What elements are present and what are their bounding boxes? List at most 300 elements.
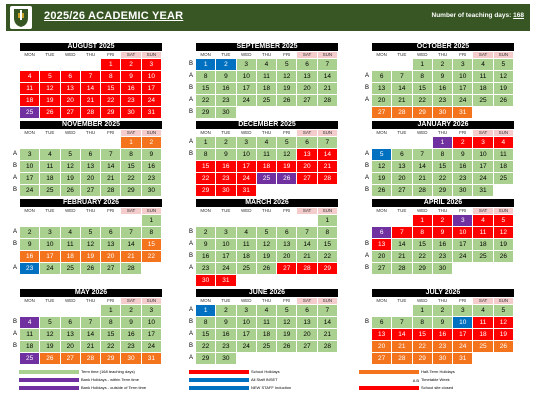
weekday-header: FRI — [277, 298, 297, 304]
legend-swatch — [359, 370, 419, 374]
day-cell: 25 — [494, 173, 513, 184]
legend-label: Bank Holidays - within Term time — [81, 377, 139, 382]
day-cell — [413, 137, 432, 148]
weekday-header: FRI — [101, 208, 121, 214]
weekday-header: SUN — [318, 208, 338, 214]
day-cell: 13 — [297, 149, 316, 160]
day-cell: 20 — [277, 251, 296, 262]
weekday-header: MON — [20, 130, 40, 136]
day-cell: 27 — [392, 185, 411, 196]
week-row — [12, 341, 162, 352]
weekday-header-row — [372, 52, 514, 58]
timetable-week-label: B — [12, 343, 17, 349]
day-cell: 3 — [453, 59, 472, 70]
day-cell: 25 — [257, 173, 276, 184]
week-row — [364, 149, 514, 160]
timetable-week-label: A — [364, 151, 369, 157]
day-cell: 23 — [216, 95, 235, 106]
day-cell: 15 — [101, 329, 120, 340]
day-cell: 17 — [237, 83, 256, 94]
weekday-header: FRI — [277, 130, 297, 136]
week-row — [372, 329, 514, 340]
day-cell: 13 — [61, 83, 80, 94]
day-cell: 2 — [216, 137, 235, 148]
day-cell: 15 — [196, 83, 215, 94]
legend-swatch — [189, 386, 249, 390]
weekday-header: SUN — [142, 208, 162, 214]
day-cell: 20 — [61, 95, 80, 106]
week-row — [20, 215, 162, 226]
day-cell: 23 — [121, 341, 140, 352]
day-cell: 7 — [318, 137, 337, 148]
day-cell: 14 — [318, 149, 337, 160]
legend-item — [19, 369, 135, 374]
day-cell — [372, 59, 391, 70]
day-cell: 12 — [257, 239, 276, 250]
day-cell — [237, 215, 256, 226]
day-cell: 26 — [61, 185, 80, 196]
month-december-2025 — [188, 121, 338, 196]
week-row — [372, 341, 514, 352]
day-cell: 27 — [101, 263, 120, 274]
weekday-header-row — [20, 130, 162, 136]
day-cell: 27 — [277, 263, 296, 274]
day-cell: 23 — [433, 251, 452, 262]
day-cell: 29 — [318, 263, 337, 274]
week-row — [372, 227, 514, 238]
weekday-header: FRI — [453, 208, 473, 214]
day-cell: 12 — [81, 239, 100, 250]
day-cell: 27 — [61, 353, 80, 364]
day-cell: 29 — [413, 263, 432, 274]
day-cell — [61, 137, 80, 148]
day-cell: 28 — [413, 185, 432, 196]
timetable-week-label: A — [188, 139, 193, 145]
day-cell: 26 — [494, 251, 513, 262]
day-cell: 11 — [237, 239, 256, 250]
day-cell: 25 — [473, 95, 492, 106]
day-cell: 18 — [494, 161, 513, 172]
week-row — [20, 95, 162, 106]
day-cell: 11 — [473, 317, 492, 328]
legend-item — [359, 377, 450, 382]
day-cell: 26 — [277, 341, 296, 352]
day-cell: 5 — [494, 215, 513, 226]
day-cell: 19 — [494, 83, 513, 94]
day-cell — [318, 107, 337, 118]
day-cell: 25 — [40, 185, 59, 196]
day-cell: 4 — [237, 227, 256, 238]
month-title: JULY 2026 — [372, 289, 514, 297]
day-cell: 4 — [20, 317, 39, 328]
weekday-header: SUN — [318, 298, 338, 304]
day-cell: 31 — [216, 275, 235, 286]
teaching-days-label: Number of teaching days: — [431, 12, 512, 19]
header-bar — [6, 4, 530, 31]
day-cell: 30 — [121, 107, 140, 118]
day-cell: 17 — [20, 173, 39, 184]
day-cell: 30 — [142, 185, 161, 196]
day-cell: 26 — [494, 95, 513, 106]
week-row — [372, 137, 514, 148]
day-cell: 23 — [196, 263, 215, 274]
day-cell — [372, 215, 391, 226]
day-cell: 2 — [216, 59, 235, 70]
day-cell: 1 — [142, 215, 161, 226]
day-cell: 17 — [237, 161, 256, 172]
day-cell: 3 — [142, 59, 161, 70]
day-cell: 10 — [453, 227, 472, 238]
day-cell: 22 — [413, 341, 432, 352]
day-cell: 15 — [196, 329, 215, 340]
week-row — [196, 173, 338, 184]
legend-swatch — [189, 378, 249, 382]
weekday-header: WED — [61, 130, 81, 136]
week-row — [12, 161, 162, 172]
day-cell — [473, 353, 492, 364]
day-cell — [297, 107, 316, 118]
day-cell: 29 — [196, 185, 215, 196]
weekday-header-row — [196, 208, 338, 214]
timetable-week-label: A — [12, 331, 17, 337]
day-cell: 17 — [453, 329, 472, 340]
month-may-2026 — [12, 289, 162, 364]
day-cell: 10 — [473, 149, 492, 160]
weekday-header: THU — [81, 130, 101, 136]
day-cell: 19 — [372, 173, 391, 184]
day-cell: 7 — [392, 227, 411, 238]
day-cell: 3 — [20, 149, 39, 160]
day-cell: 24 — [20, 185, 39, 196]
day-cell: 3 — [453, 305, 472, 316]
day-cell: 5 — [40, 317, 59, 328]
week-row — [372, 353, 514, 364]
day-cell: 8 — [196, 71, 215, 82]
week-row — [188, 149, 338, 160]
day-cell: 17 — [237, 329, 256, 340]
legend-item — [189, 369, 280, 374]
week-row — [20, 251, 162, 262]
day-cell: 1 — [413, 305, 432, 316]
day-cell: 27 — [372, 263, 391, 274]
teaching-days-count — [432, 12, 525, 19]
day-cell — [277, 353, 296, 364]
day-cell: 10 — [453, 317, 472, 328]
day-cell: 20 — [297, 329, 316, 340]
day-cell: 29 — [413, 107, 432, 118]
day-cell: 12 — [494, 227, 513, 238]
weekday-header: SAT — [297, 52, 317, 58]
day-cell — [318, 275, 337, 286]
week-row — [188, 251, 338, 262]
day-cell: 7 — [121, 227, 140, 238]
day-cell: 23 — [142, 173, 161, 184]
month-title: AUGUST 2025 — [20, 43, 162, 51]
weekday-header: MON — [20, 208, 40, 214]
week-row — [364, 251, 514, 262]
legend-swatch — [359, 386, 419, 390]
day-cell: 10 — [20, 161, 39, 172]
day-cell: 24 — [142, 95, 161, 106]
weekday-header: FRI — [277, 52, 297, 58]
weekday-header-row — [20, 52, 162, 58]
day-cell: 20 — [297, 161, 316, 172]
day-cell: 14 — [392, 239, 411, 250]
day-cell: 28 — [392, 263, 411, 274]
day-cell: 26 — [372, 185, 391, 196]
day-cell: 8 — [101, 71, 120, 82]
day-cell: 16 — [121, 83, 140, 94]
day-cell — [196, 215, 215, 226]
month-title: DECEMBER 2025 — [196, 121, 338, 129]
day-cell: 21 — [81, 341, 100, 352]
day-cell: 27 — [61, 107, 80, 118]
week-row — [364, 263, 514, 274]
day-cell: 16 — [433, 329, 452, 340]
timetable-week-label: A — [188, 355, 193, 361]
weekday-header: TUE — [40, 130, 60, 136]
week-row — [188, 137, 338, 148]
day-cell: 18 — [61, 251, 80, 262]
day-cell: 19 — [494, 239, 513, 250]
week-row — [196, 275, 338, 286]
day-cell: 29 — [101, 353, 120, 364]
day-cell: 11 — [257, 317, 276, 328]
day-cell: 30 — [433, 353, 452, 364]
day-cell: 11 — [20, 329, 39, 340]
month-title: NOVEMBER 2025 — [20, 121, 162, 129]
day-cell: 10 — [40, 239, 59, 250]
day-cell: 25 — [257, 341, 276, 352]
weekday-header-row — [196, 298, 338, 304]
weekday-header: WED — [413, 130, 433, 136]
day-cell — [20, 59, 39, 70]
day-cell: 12 — [40, 83, 59, 94]
day-cell: 10 — [453, 71, 472, 82]
week-row — [364, 83, 514, 94]
day-cell: 5 — [277, 305, 296, 316]
day-cell — [81, 59, 100, 70]
day-cell: 5 — [61, 149, 80, 160]
day-cell: 24 — [237, 95, 256, 106]
day-cell: 12 — [494, 71, 513, 82]
day-cell — [297, 215, 316, 226]
day-cell: 6 — [277, 227, 296, 238]
weekday-header: TUE — [216, 52, 236, 58]
weekday-header: FRI — [101, 298, 121, 304]
timetable-week-label: A — [188, 307, 193, 313]
day-cell: 27 — [297, 341, 316, 352]
day-cell: 26 — [277, 173, 296, 184]
day-cell: 6 — [372, 71, 391, 82]
day-cell: 21 — [392, 95, 411, 106]
day-cell: 6 — [101, 227, 120, 238]
day-cell: 30 — [121, 353, 140, 364]
day-cell: 31 — [142, 353, 161, 364]
week-row — [364, 239, 514, 250]
day-cell: 20 — [61, 341, 80, 352]
week-row — [188, 59, 338, 70]
day-cell: 21 — [101, 173, 120, 184]
month-june-2026 — [188, 289, 338, 364]
day-cell: 29 — [101, 107, 120, 118]
week-row — [372, 107, 514, 118]
day-cell: 13 — [277, 239, 296, 250]
day-cell: 12 — [277, 149, 296, 160]
day-cell: 7 — [297, 227, 316, 238]
day-cell: 1 — [196, 305, 215, 316]
month-title: JUNE 2026 — [196, 289, 338, 297]
day-cell — [473, 263, 492, 274]
day-cell: 22 — [196, 95, 215, 106]
day-cell — [101, 215, 120, 226]
day-cell: 19 — [494, 329, 513, 340]
day-cell: 15 — [413, 329, 432, 340]
week-row — [188, 341, 338, 352]
day-cell: 3 — [216, 227, 235, 238]
day-cell: 18 — [40, 173, 59, 184]
legend-swatch — [19, 370, 79, 374]
day-cell: 17 — [142, 83, 161, 94]
weekday-header: WED — [237, 52, 257, 58]
day-cell: 5 — [494, 59, 513, 70]
legend — [19, 369, 519, 396]
day-cell: 29 — [196, 107, 215, 118]
day-cell — [494, 107, 513, 118]
day-cell: 8 — [196, 149, 215, 160]
week-row — [364, 173, 514, 184]
day-cell: 13 — [101, 239, 120, 250]
day-cell: 6 — [81, 149, 100, 160]
weekday-header: SUN — [318, 130, 338, 136]
day-cell: 3 — [142, 305, 161, 316]
legend-label: Bank Holidays - outside of Term time — [81, 385, 147, 390]
weekday-header: TUE — [40, 52, 60, 58]
day-cell: 2 — [453, 137, 472, 148]
day-cell: 18 — [237, 251, 256, 262]
day-cell: 4 — [61, 227, 80, 238]
day-cell — [257, 215, 276, 226]
day-cell: 31 — [237, 185, 256, 196]
day-cell: 12 — [61, 161, 80, 172]
weekday-header: SUN — [142, 130, 162, 136]
day-cell: 9 — [196, 239, 215, 250]
day-cell: 29 — [433, 185, 452, 196]
weekday-header: MON — [196, 298, 216, 304]
day-cell: 23 — [433, 95, 452, 106]
day-cell: 21 — [121, 251, 140, 262]
day-cell — [297, 185, 316, 196]
legend-item — [359, 369, 455, 374]
weekday-header: MON — [372, 52, 392, 58]
timetable-week-label: A — [12, 151, 17, 157]
day-cell: 7 — [392, 71, 411, 82]
weekday-header: TUE — [216, 130, 236, 136]
week-row — [188, 95, 338, 106]
day-cell: 22 — [142, 251, 161, 262]
timetable-week-label: A — [188, 73, 193, 79]
month-title: OCTOBER 2025 — [372, 43, 514, 51]
weekday-header: FRI — [101, 52, 121, 58]
day-cell: 20 — [392, 173, 411, 184]
weekday-header: SAT — [121, 208, 141, 214]
school-crest-logo — [10, 6, 32, 29]
weekday-header-row — [20, 208, 162, 214]
week-row — [196, 185, 338, 196]
day-cell: 28 — [121, 263, 140, 274]
day-cell: 11 — [61, 239, 80, 250]
day-cell: 16 — [453, 161, 472, 172]
day-cell: 29 — [196, 353, 215, 364]
day-cell: 2 — [433, 305, 452, 316]
day-cell: 22 — [413, 95, 432, 106]
day-cell: 4 — [473, 305, 492, 316]
weekday-header: TUE — [392, 130, 412, 136]
day-cell: 8 — [413, 317, 432, 328]
week-row — [196, 161, 338, 172]
day-cell: 8 — [142, 227, 161, 238]
weekday-header: SAT — [473, 208, 493, 214]
day-cell: 2 — [196, 227, 215, 238]
week-row — [20, 305, 162, 316]
day-cell: 18 — [257, 161, 276, 172]
month-title: SEPTEMBER 2025 — [196, 43, 338, 51]
day-cell: 10 — [237, 149, 256, 160]
day-cell: 9 — [453, 149, 472, 160]
day-cell — [40, 215, 59, 226]
day-cell: 24 — [453, 341, 472, 352]
day-cell: 15 — [196, 161, 215, 172]
day-cell: 4 — [257, 59, 276, 70]
timetable-week-label: A — [364, 253, 369, 259]
day-cell: 24 — [237, 341, 256, 352]
day-cell: 14 — [318, 71, 337, 82]
day-cell: 15 — [413, 83, 432, 94]
weekday-header: WED — [413, 52, 433, 58]
weekday-header: TUE — [216, 208, 236, 214]
day-cell: 15 — [101, 83, 120, 94]
weekday-header: WED — [61, 298, 81, 304]
day-cell: 22 — [121, 173, 140, 184]
day-cell: 7 — [413, 149, 432, 160]
day-cell: 20 — [297, 83, 316, 94]
day-cell — [372, 137, 391, 148]
day-cell: 18 — [257, 329, 276, 340]
day-cell: 5 — [257, 227, 276, 238]
day-cell: 1 — [196, 137, 215, 148]
day-cell: 21 — [318, 329, 337, 340]
day-cell: 9 — [20, 239, 39, 250]
month-september-2025 — [188, 43, 338, 118]
day-cell — [257, 185, 276, 196]
timetable-week-label: B — [364, 163, 369, 169]
day-cell: 31 — [453, 353, 472, 364]
day-cell — [257, 353, 276, 364]
timetable-week-label: B — [364, 265, 369, 271]
day-cell: 6 — [61, 317, 80, 328]
weekday-header: THU — [433, 52, 453, 58]
timetable-week-label: B — [364, 319, 369, 325]
timetable-week-label: B — [188, 229, 193, 235]
weekday-header: SAT — [121, 130, 141, 136]
week-row — [12, 329, 162, 340]
timetable-week-label: B — [188, 109, 193, 115]
day-cell: 22 — [413, 251, 432, 262]
weekday-header: TUE — [40, 208, 60, 214]
day-cell: 28 — [81, 353, 100, 364]
day-cell: 22 — [196, 173, 215, 184]
day-cell: 24 — [142, 341, 161, 352]
